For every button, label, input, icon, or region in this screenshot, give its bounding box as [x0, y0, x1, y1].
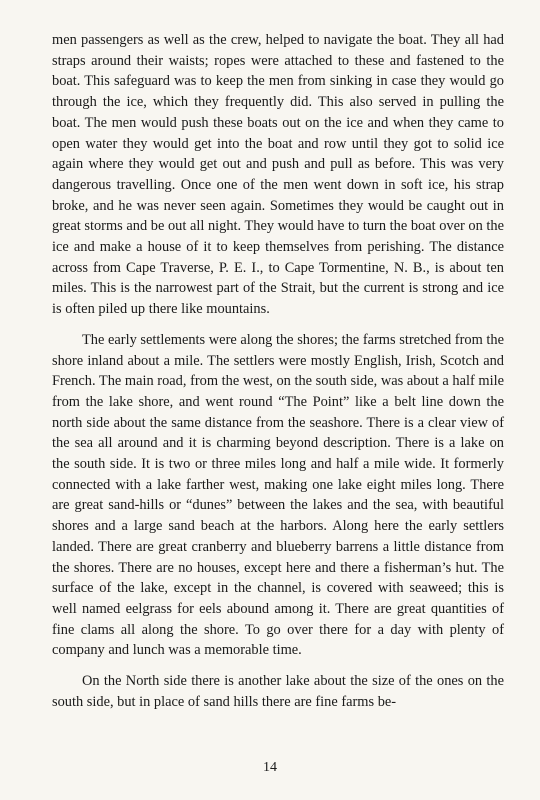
paragraph-ice-boat-crossing: men passengers as well as the crew, helped to navigate the boat. They all had straps around their waists; ropes were attached to these and fastened to the boat. This safeguard was to keep the men from sinking in case they would go through the ice, which they frequently did. This also served in pulling the boat. The men would push these boats out on the ice and when they came to open water they would get into the boat and row until they got to solid ice again where they would get out and push and pull as before. This was very dangerous travelling. Once one of the men went down in soft ice, his strap broke, and he was never seen again. Sometimes they would be caught out in great storms and be out all night. They would have to turn the boat over on the ice and make a house of it to keep themselves from perishing. The distance across from Cape Traverse, P. E. I., to Cape Tormentine, N. B., is about ten miles. This is the narrowest part of the Strait, but the current is strong and ice is often piled up there like mountains. [52, 32, 504, 318]
page-number: 14 [263, 760, 277, 775]
paragraph-early-settlements: The early settlements were along the shores; the farms stretched from the shore inland about a mile. The settlers were mostly English, Irish, Scotch and French. The main road, from the west, on the south side, was about a half mile from the lake shore, and went round “The Point” like a belt line down the north side about the same distance from the seashore. There is a clear view of the sea all around and it is charming beyond description. There is a lake on the south side. It is two or three miles long and half a mile wide. It formerly connected with a lake farther west, making one lake eight miles long. There are great sand-hills or “dunes” between the lakes and the sea, with beautiful shores and a large sand beach at the harbors. Along here the early settlers landed. There are great cranberry and blueberry barrens a little distance from the shores. There are no houses, except here and there a fisherman’s hut. The surface of the lake, except in the channel, is covered with seaweed; this is well named eelgrass for eels abound among it. There are great quantities of fine clams all along the shore. To go over there for a day with plenty of company and lunch was a memorable time. [52, 331, 504, 659]
paragraph-north-side: On the North side there is another lake about the size of the ones on the south side, but in place of sand hills there are fine farms be- [52, 673, 504, 710]
body-text [52, 30, 504, 713]
